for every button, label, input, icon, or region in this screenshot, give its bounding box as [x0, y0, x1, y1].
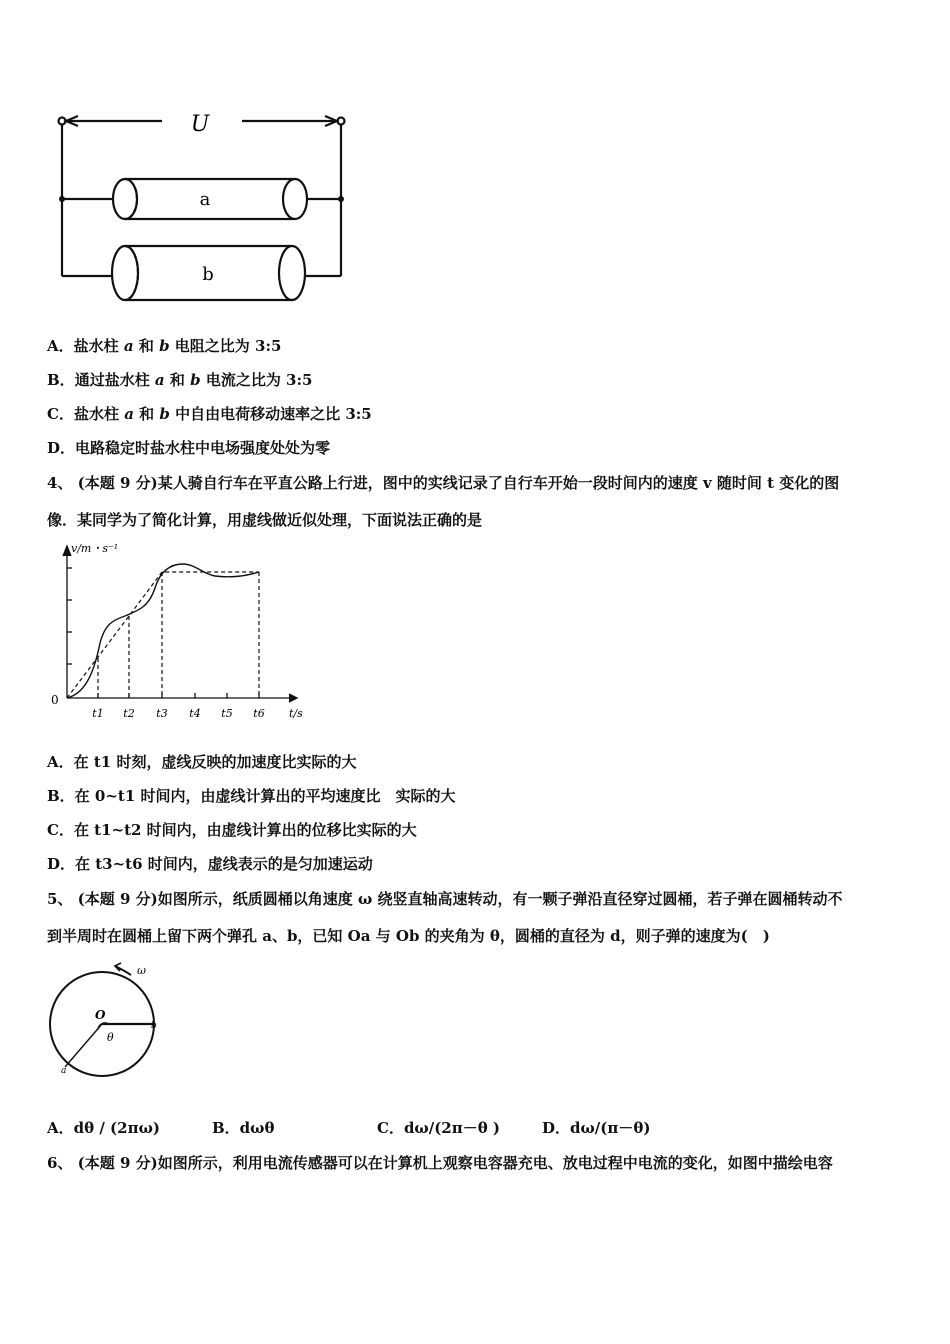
omega-label: ω	[137, 964, 146, 977]
q5-stem-line2: 到半周时在圆桶上留下两个弹孔 a、b，已知 Oa 与 Ob 的夹角为 θ，圆桶的直径为 d，则子弹的速度为( )	[47, 927, 770, 945]
q5-stem-line1: 5、 (本题 9 分)如图所示，纸质圆桶以角速度 ω 绕竖直轴高速转动，有一颗子弹沿直径穿过圆桶，若子弹在圆桶转动不	[47, 890, 843, 908]
rotating-cylinder-figure	[45, 955, 170, 1080]
center-o-label: O	[95, 1008, 106, 1022]
point-b-label: b	[151, 1021, 157, 1031]
q5-option-d: D．dω/(π－θ)	[542, 1119, 651, 1137]
q3-option-d: D．电路稳定时盐水柱中电场强度处处为零	[47, 439, 331, 457]
q3-option-b: B．通过盐水柱 a 和 b 电流之比为 3:5	[47, 371, 313, 389]
tick-t1: t1	[92, 707, 104, 720]
graph-x-axis-label: t/s	[289, 707, 303, 720]
q5-option-b: B．dωθ	[212, 1119, 275, 1137]
tick-t3: t3	[156, 707, 168, 720]
q4-stem-line2: 像．某同学为了简化计算，用虚线做近似处理，下面说法正确的是	[47, 511, 483, 529]
q4-option-c: C．在 t1~t2 时间内，由虚线计算出的位移比实际的大	[47, 821, 417, 839]
q6-stem-line1: 6、 (本题 9 分)如图所示，利用电流传感器可以在计算机上观察电容器充电、放电过程中电流的变化，如图中描绘电容	[47, 1154, 833, 1172]
parallel-tubes-figure	[50, 105, 360, 315]
tube-b-label: b	[202, 264, 214, 285]
voltage-label: U	[190, 112, 210, 137]
graph-origin-label: 0	[51, 693, 59, 707]
tick-t2: t2	[123, 707, 135, 720]
point-a-label: a	[61, 1066, 67, 1076]
q4-option-b: B．在 0~t1 时间内，由虚线计算出的平均速度比 实际的大	[47, 787, 456, 805]
graph-y-axis-label: v/m・s⁻¹	[71, 542, 119, 555]
tick-t6: t6	[253, 707, 265, 720]
tube-a-label: a	[199, 189, 211, 210]
tick-t5: t5	[221, 707, 233, 720]
q4-option-a: A．在 t1 时刻，虚线反映的加速度比实际的大	[47, 753, 357, 771]
q4-option-d: D．在 t3~t6 时间内，虚线表示的是匀加速运动	[47, 855, 373, 873]
tick-t4: t4	[189, 707, 201, 720]
q4-stem-line1: 4、 (本题 9 分)某人骑自行车在平直公路上行进，图中的实线记录了自行车开始一段时间内的速度 v 随时间 t 变化的图	[47, 474, 840, 492]
q5-option-c: C．dω/(2π－θ )	[377, 1119, 501, 1137]
velocity-time-graph	[45, 538, 310, 728]
q3-option-a: A．盐水柱 a 和 b 电阻之比为 3:5	[47, 337, 282, 355]
q3-option-c: C．盐水柱 a 和 b 中自由电荷移动速率之比 3:5	[47, 405, 372, 423]
q5-option-a: A．dθ / (2πω)	[47, 1119, 160, 1137]
angle-theta-label: θ	[107, 1031, 114, 1044]
